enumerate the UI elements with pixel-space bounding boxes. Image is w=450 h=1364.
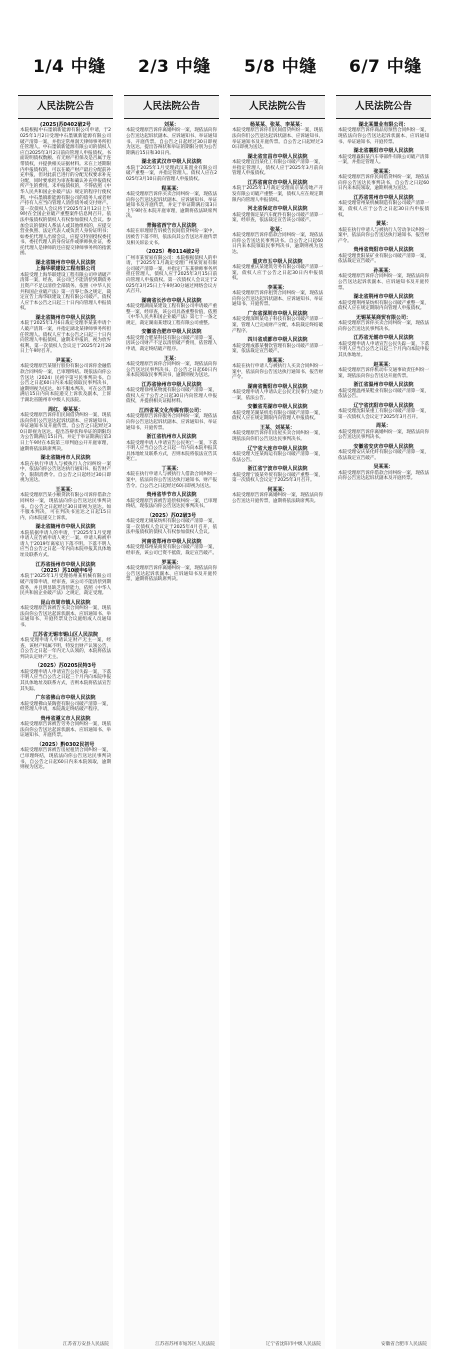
notice-heading: 江苏省徐州市中级人民法院 xyxy=(141,381,202,388)
notice-body: 本院受理原告诉你商品房预售合同纠纷一案，现依法向你公告送达起诉状副本、应诉通知书、举证通知书、开庭传票。 xyxy=(338,128,429,145)
notice-heading: (2025)苏0402破2号 xyxy=(40,122,91,128)
court-notice xyxy=(232,122,323,151)
notice-body: 本院受理重庆某建筑劳务有限公司破产清算一案，债权人应于公告之日起30日内申报债权。 xyxy=(232,264,323,282)
notice-heading: 杨某某、张某、李某某： xyxy=(249,122,305,128)
court-notice xyxy=(232,227,323,256)
court-notice xyxy=(232,404,323,422)
court-notice xyxy=(20,695,111,713)
notice-body: 本院于2025年1月受理武汉某置业有限公司破产重整一案，并指定管理人。债权人应在2025年3月10日前向管理人申报债权。 xyxy=(126,165,217,182)
column-title: 人民法院公告 xyxy=(230,95,325,119)
notice-body: 本院受理深圳某电子科技有限公司破产清算一案，管理人已完成财产分配，本院裁定终结破产程序。 xyxy=(232,317,323,334)
notice-body: 本院受理芜湖某机电有限公司破产清算一案，债权人应在规定期限内向管理人申报债权。 xyxy=(232,410,323,422)
court-notice xyxy=(20,260,111,312)
court-notice xyxy=(126,560,217,583)
notice-body: 本院受理原告诉你民间借贷纠纷一案，现依法向你公告送达民事判决书，自公告之日起60日内来本院领取，逾期则视为送达。 xyxy=(338,175,429,192)
notice-body: 本院受理原告诉你借款合同纠纷一案，现依法向你公告送达民事判决书。自公告之日起60日内来本院领取民事判决书，逾期则视为送达。 xyxy=(232,233,323,255)
column-footer: 辽宁省沈阳市中级人民法院 xyxy=(265,1342,321,1347)
notice-heading: 贵州省遵义市人民法院 xyxy=(40,715,91,722)
notice-body: 本院受理原告诉你机动车交通事故责任纠纷一案，现依法向你公告送达开庭传票。 xyxy=(338,367,429,379)
court-notice xyxy=(232,259,323,282)
newspaper-column-2 xyxy=(124,95,219,1349)
notice-body: 本院受理原告诉你借款合同纠纷一案，现依法向你公告送达起诉状副本及开庭传票。 xyxy=(338,470,429,482)
notice-body: 本院受理原告诉被告房屋租赁合同纠纷一案，已审理终结，现依法向你公告送达民事判决书，自公告之日起60日内来本院领取，逾期则视为送达。 xyxy=(20,748,111,771)
notice-heading: 湖北省荆州市中级人民法院 xyxy=(353,294,414,301)
notice-heading: 青海省西宁市人民法院 xyxy=(146,222,197,229)
notice-heading: 赵某某： xyxy=(373,361,394,368)
court-notice xyxy=(338,294,429,312)
column-header-2-3: 2/3 中缝 xyxy=(138,57,211,77)
court-notice xyxy=(20,632,111,661)
notice-body: 本院受理原告诉你离婚纠纷一案，现依法向你公告送达开庭传票，逾期将依法缺席判决。 xyxy=(232,493,323,504)
notice-body: 本院受理原告诉你合同纠纷一案，现依法向你公告送达民事判决书。自公告之日起60日内来本院领取民事判决书，逾期则视为送达。 xyxy=(126,362,217,379)
notice-heading: 贵州省毕节市人民法院 xyxy=(146,492,197,499)
notice-heading: 何某某： xyxy=(267,486,288,493)
notice-body: 本院受理原告诉你租赁合同纠纷一案，现依法向你公告送达起诉状副本、应诉通知书、举证通知书、开庭传票。 xyxy=(232,291,323,308)
notice-heading: 湖北省随州市中级人民法院 xyxy=(35,524,96,531)
column-title: 人民法院公告 xyxy=(124,95,219,119)
notice-heading: （2025）苏02破3号 xyxy=(146,512,197,519)
notice-heading: 尹某某： xyxy=(55,358,76,364)
notice-body: 本院在执行申请人与被执行人买卖合同纠纷一案中，依法向你公告送达执行通知书、报告财产令。 xyxy=(232,364,323,381)
court-notice xyxy=(232,466,323,484)
notice-body: 本院受理荆州某纺织有限公司破产重整一案，债权人应在规定期限内向管理人申报债权。 xyxy=(338,300,429,312)
notice-heading: 江苏省常州市中级人民法院 xyxy=(353,194,414,201)
notice-heading: 刘某： xyxy=(163,122,179,128)
notice-body: 本院受理徐州某物流有限公司破产清算一案，债权人应于公告之日起30日内向管理人申报债权，并提供相关证据材料。 xyxy=(126,388,217,405)
notice-body: 本院受理保定某汽车配件有限公司破产清算一案，经审查，依法裁定宣告该公司破产。 xyxy=(232,212,323,224)
notice-body: 本院在执行申请人与被执行人合同纠纷一案中，依法向你公告送达执行通知书、报告财产令、限制消费令。自公告之日起经过30日即视为送达。 xyxy=(20,461,111,484)
notice-heading: 上海华联建设工程有限公司 xyxy=(35,266,96,273)
notice-body: 本院受理原告诉你们房屋买卖合同纠纷一案，现依法向你们公告送达民事判决书。 xyxy=(232,431,323,443)
notice-body: 本院受理宁波某外贸有限公司破产重整一案，第一次债权人会议定于2025年3月召开。 xyxy=(232,472,323,484)
court-notice xyxy=(338,362,429,380)
notice-heading: 浙江省温州市中级人民法院 xyxy=(353,382,414,389)
court-notice xyxy=(338,315,429,333)
notice-heading: 周某： xyxy=(375,423,391,430)
court-notice xyxy=(232,487,323,505)
notice-heading: （2025）黔0302民初号 xyxy=(36,741,95,748)
notice-heading: 湖北某置业有限公司： xyxy=(358,122,409,128)
notice-heading: 江苏省无锡市中级人民法院 xyxy=(353,335,414,342)
notice-body: 本院受理原告诉你离婚纠纷一案，现依法向你公告送达起诉状副本、应诉通知书、举证通知书、开庭传票。自公告之日起经过30日即视为送达。提出答辩状和举证的期限分别为公告期满后15日和30日内。 xyxy=(126,128,217,156)
notice-body: 本院受理申请人申请宣告公民死亡一案，下落不明人应当自公告之日起一年内向本院申报其具体地址及联系方式，否则本院将依法宣告其死亡。 xyxy=(126,440,217,463)
court-notice xyxy=(338,247,429,265)
notice-heading: 广东省深圳市中级人民法院 xyxy=(247,310,308,317)
notice-heading: 无锡某某商贸有限公司： xyxy=(355,314,411,321)
notice-body: 本院受理沈阳某重工有限公司破产清算一案，第一次债权人会议定于2025年3月召开。 xyxy=(338,409,429,420)
court-notice xyxy=(338,148,429,166)
notice-body: 本院根据中石墨镇新能源有限公司申请，于2025年1月2日受理中石墨镇新能源有限公司破产清算一案，并指定常州润天律师事务所担任管理人。中石墨镇新能源有限公司的债权人应自2025年3月2日前向管理人申报债权。书面说明债权数额、有无财产担保及是否属于连带债权，并提供相关证据材料。未在上述期限内申报债权的，可以在破产财产最后分配前补充申报，但对此前已进行的分配无权要求补充分配，同时要承担为审查和确认补充申报债权所产生的费用。未申报债权的，不得依照《中华人民共和国企业破产法》规定的程序行使权利。中石墨镇新能源有限公司的债务人或者财产持有人应当向管理人清偿债务或交付财产。第一次债权人会议将于2025年3月12日上午9时在全国企业破产重整案件信息网召开。依法申报债权的债权人有权参加债权人会议。参加会议的债权人系法人或其他组织的，应提交营业执照、法定代表人或负责人身份证明书；如委托代理人出席会议，应提交特别授权委托书、委托代理人的身份证件或律师执业证，委托代理人是律师的还应提交律师事务所的指派函。 xyxy=(20,128,111,257)
court-notice xyxy=(232,311,323,334)
court-notice xyxy=(232,358,323,381)
court-notice xyxy=(232,285,323,308)
column-body xyxy=(230,119,325,504)
notice-heading: 湖南省长沙市中级人民法院 xyxy=(141,297,202,304)
notice-body: 本院受理原告某银行股份有限公司诉你金融借款合同纠纷一案，已审理终结。现依法向你公告送达（2024）民初字第号民事判决书。自公告之日起60日内来本院领取民事判决书，逾期则视为送达。如不服本判决，可在公告期满后15日内向本院递交上诉状及副本，上诉于湖北省随州市中级人民法院。 xyxy=(20,364,111,403)
notice-body: 本院受理常州某机械制造有限公司破产清算一案，债权人应于公告之日起30日内申报债权。 xyxy=(338,201,429,218)
court-notice xyxy=(20,487,111,521)
court-notice xyxy=(126,159,217,182)
notice-heading: 河北省保定市中级人民法院 xyxy=(247,206,308,213)
court-notice xyxy=(338,221,429,244)
notice-heading: 李某某： xyxy=(267,284,288,291)
notice-body: 本院受理原告诉被告买卖合同纠纷一案，现依法向你公告送达起诉状副本、应诉通知书、举证通知书、开庭传票及合议庭组成人员通知书。 xyxy=(20,606,111,629)
court-notice xyxy=(126,186,217,220)
notice-body: 本院受理襄阳某汽车零部件有限公司破产清算一案，并指定管理人。 xyxy=(338,154,429,166)
notice-heading: 张某某： xyxy=(373,168,394,175)
newspaper-column-1 xyxy=(18,95,113,1349)
notice-heading: 四川省成都市中级人民法院 xyxy=(247,337,308,344)
notice-heading: 辽宁省大连市中级人民法院 xyxy=(247,445,308,452)
court-notice xyxy=(20,562,111,597)
notice-body: 本院受理原告诉你们民间借贷纠纷一案，现依法向你们公告送达起诉状副本、应诉通知书、举证通知书及开庭传票。自公告之日起经过30日即视为送达。 xyxy=(232,128,323,151)
notice-heading: 黄某： xyxy=(375,221,391,228)
notice-body: 本院受理原告诉被告追偿权纠纷一案，已审理终结，现依法向你公告送达民事判决书。 xyxy=(126,498,217,510)
notice-body: 本院受理大连某海运有限公司破产清算一案，依法公告。 xyxy=(232,452,323,463)
notice-heading: 江苏省无锡市锡山区人民法院 xyxy=(32,631,98,638)
notice-heading: 贵州省贵阳市中级人民法院 xyxy=(353,247,414,254)
column-footer: 江苏省苏州市姑苏区人民法院 xyxy=(155,1342,215,1347)
court-notice xyxy=(20,122,111,257)
court-notice xyxy=(20,524,111,558)
court-notice xyxy=(338,382,429,400)
notice-body: 本院受理成都某餐饮管理有限公司破产清算一案，依法裁定宣告破产。 xyxy=(232,343,323,355)
notice-body: 本院受理郑州某商贸有限公司破产清算一案，经审查，该公司已资不抵债，裁定宣告破产。 xyxy=(126,545,217,556)
notice-body: 本院受理申请人申请宣告公民失踪一案，下落不明人应当自公告之日起三个月内向本院申报其具体地址。 xyxy=(338,341,429,358)
notice-heading: 浙江省宁波市中级人民法院 xyxy=(247,466,308,473)
notice-body: 本院受理宜昌某化工有限公司破产清算一案，并指定管理人，债权人应于2025年3月前向管理人申报债权。 xyxy=(232,160,323,177)
notice-heading: 安徽省合肥市中级人民法院 xyxy=(141,329,202,336)
court-notice xyxy=(126,249,217,295)
notice-body: 本院受理上海华联建设工程有限公司申请破产清算一案，经查，该公司已不能清偿到期债务且资产不足以清偿全部债务。依照《中华人民共和国企业破产法》第一百零七条之规定，裁定宣告上海华联建设工程有限公司破产。债权人应于本公告之日起三十日内向管理人申报债权。 xyxy=(20,272,111,312)
court-notice xyxy=(20,315,111,355)
notice-body: 本院受理无锡某纺织有限公司破产清算一案，第一次债权人会议定于2025年4月召开，依法申报债权的债权人有权参加债权人会议。 xyxy=(126,519,217,536)
notice-heading: 罗某某： xyxy=(161,559,182,566)
court-notice xyxy=(126,408,217,431)
notice-heading: 吴某某： xyxy=(373,464,394,471)
column-body xyxy=(336,119,431,482)
notice-heading: （2025）苏0205民特3号 xyxy=(34,663,97,670)
notice-heading: 河南省郑州市中级人民法院 xyxy=(141,538,202,545)
column-body xyxy=(18,119,113,771)
notice-body: 本院于2025年1月裁定受理南京某房地产开发有限公司破产重整一案，债权人应在规定期限内向管理人申报债权。 xyxy=(232,186,323,203)
notice-heading: 浙江省杭州市人民法院 xyxy=(146,434,197,441)
court-notice xyxy=(232,446,323,464)
notice-body: 本院受理原告诉被告劳务合同纠纷一案，现依法向你公告送达起诉状副本、应诉通知书、举证通知书、开庭传票。 xyxy=(20,722,111,739)
court-notice xyxy=(232,337,323,355)
notice-heading: 丁某某： xyxy=(161,466,182,472)
notice-heading: 王某： xyxy=(163,355,179,362)
court-notice xyxy=(20,716,111,739)
court-notice xyxy=(126,513,217,536)
notice-body: 本院受理原告诉你合同纠纷一案，现依法向你公告送达起诉状副本、应诉通知书及开庭传票。 xyxy=(338,274,429,291)
court-notice xyxy=(338,444,429,462)
column-title: 人民法院公告 xyxy=(336,95,431,119)
court-notice xyxy=(20,663,111,692)
court-notice xyxy=(20,600,111,629)
court-notice xyxy=(126,122,217,156)
notice-body: 本院受理湖南某建设工程有限公司申请破产重整一案，经审查，该公司具备重整价值，依照《中华人民共和国企业破产法》第七十一条之规定，裁定湖南某建设工程有限公司重整。 xyxy=(126,304,217,326)
notice-heading: 湖北省武汉市中级人民法院 xyxy=(141,159,202,166)
notice-body: 本院在执行申请人与被执行人劳动争议纠纷一案中，依法向你公告送达执行通知书、报告财产令。 xyxy=(338,227,429,244)
notice-body: 本院受理原告诉你买卖合同纠纷一案，现依法向你公告送达民事判决书。 xyxy=(338,321,429,332)
court-notice xyxy=(338,268,429,291)
notice-heading: （2025）粤0114破2号 xyxy=(143,249,200,256)
notice-body: 本院于2025年1月6日裁定受理李某某申请个人破产清算一案，并指定湖北某律师事务所担任管理人。债权人应于本公告之日起三十日内向管理人申报债权，逾期未申报的，视为放弃权利。第一次债权人会议定于2025年2月28日上午9时召开。 xyxy=(20,321,111,355)
notice-body: 本院受理申请人申请宣告公民失踪一案，下落不明人应当自公告之日起三个月内向本院申报其具体地址及联系方式，否则本院将依法宣告其失踪。 xyxy=(20,669,111,692)
notice-heading: 辽宁省沈阳市中级人民法院 xyxy=(353,402,414,409)
notice-body: 本院依据申请人的申请，于2025年1月受理申请人宣告被申请人死亡一案。申请人称被申请人于2019年离家后下落不明。下落不明人应当自公告之日起一年内向本院申报其具体地址及联系方式。 xyxy=(20,530,111,559)
notice-heading: 安徽省安庆市中级人民法院 xyxy=(353,443,414,450)
notice-heading: 周红、秦某某： xyxy=(47,406,83,413)
column-header-5-8: 5/8 中缝 xyxy=(244,57,317,77)
notice-body: 广州市某贸易有限公司：本院根据债权人的申请，于2025年1月裁定受理广州某贸易有限公司破产清算一案，并指定广东某律师事务所担任管理人。债权人应于2025年3月15日前向管理人申报债权。第一次债权人会议定于2025年3月25日上午9时30分通过网络会议方式召开。 xyxy=(126,255,217,295)
court-notice xyxy=(20,742,111,771)
notice-heading: 湖北省襄阳市中级人民法院 xyxy=(353,148,414,155)
court-notice xyxy=(232,206,323,224)
notice-body: 本院受理原告诉你买卖合同纠纷一案，现依法向你公告送达起诉状副本、应诉通知书、举证通知书及开庭传票，并定于举证期满后第3日上午9时在本院开庭审理，逾期将依法缺席判决。 xyxy=(126,191,217,220)
court-notice xyxy=(126,298,217,327)
court-notice xyxy=(20,455,111,484)
newspaper-column-3 xyxy=(230,95,325,1349)
court-notice xyxy=(232,154,323,177)
court-notice xyxy=(126,329,217,352)
court-notice xyxy=(338,423,429,441)
notice-heading: 湖北省随州市中级人民法院 xyxy=(35,315,96,322)
notice-heading: 王某某： xyxy=(55,486,76,493)
notice-heading: 江西省某文化传媒有限公司： xyxy=(138,408,204,415)
section-header-row xyxy=(0,52,450,82)
column-body xyxy=(124,119,219,583)
notice-body: 本院受理申请人申请认定财产无主一案，经查，该财产权属不明，特发出财产认领公告，自公告之日起一年内无人认领的，本院将依法判决认定财产无主。 xyxy=(20,638,111,660)
notice-body: 本院受理原告某小额贷款有限公司诉你借款合同纠纷一案，现依法向你公告送达民事判决书。自公告之日起经过30日即视为送达。如不服本判决，可在判决书送达之日起15日内，向本院递交上诉状。 xyxy=(20,493,111,521)
notice-heading: 江苏省扬州市中级人民法院 xyxy=(35,561,96,568)
notice-body: 本院受理申请人申请认定公民无民事行为能力一案，依法公告。 xyxy=(232,390,323,401)
court-notice xyxy=(232,384,323,402)
notice-body: 本院在审理原告诉被告民间借贷纠纷一案中，因被告下落不明，依法向其公告送达开庭传票及相关诉讼文书。 xyxy=(126,229,217,246)
court-notice xyxy=(232,425,323,443)
notice-heading: 王某、刘某某： xyxy=(259,425,295,432)
notice-heading: 广东省佛山市中级人民法院 xyxy=(35,695,96,702)
notice-heading: 重庆市五中级人民法院 xyxy=(252,258,303,265)
court-notice xyxy=(126,223,217,246)
notice-heading: 安徽省芜湖市中级人民法院 xyxy=(247,404,308,411)
notice-heading: 湖北省随州市中级人民法院 xyxy=(35,260,96,267)
column-footer: 江苏省万安县人民法院 xyxy=(63,1342,109,1347)
court-notice xyxy=(338,403,429,421)
court-notice xyxy=(338,169,429,192)
notice-body: 本院受理原告诉你服务合同纠纷一案，现依法向你公告送达起诉状副本、应诉通知书、举证通知书、开庭传票。 xyxy=(126,414,217,431)
newspaper-column-4 xyxy=(336,95,431,1349)
notice-body: 本院于2025年1月受理扬州某机械有限公司破产清算申请，经审查，该公司不能清偿到期债务，并且明显缺乏清偿能力，依照《中华人民共和国企业破产法》之规定，裁定受理。 xyxy=(20,574,111,597)
court-notice xyxy=(232,180,323,203)
notice-body: 本院受理原告诉你离婚纠纷一案，现依法向你公告送达起诉状副本、应诉通知书及开庭传票，逾期将依法缺席判决。 xyxy=(126,565,217,583)
notice-heading: 湖南省衡阳市中级人民法院 xyxy=(247,383,308,390)
notice-body: 本院受理合肥某科技有限公司破产清算一案，因该公司财产不足以清偿破产费用，依管理人申请，裁定终结破产程序。 xyxy=(126,335,217,353)
court-notice xyxy=(20,407,111,453)
court-notice xyxy=(338,195,429,218)
court-notice xyxy=(126,539,217,557)
notice-heading: 昆山市周市镇人民法院 xyxy=(40,599,91,606)
notice-body: 本院受理佛山某陶瓷有限公司破产清算一案，经管理人申请，本院裁定终结破产程序。 xyxy=(20,701,111,713)
column-header-1-4: 1/4 中缝 xyxy=(33,57,106,77)
column-header-6-7: 6/7 中缝 xyxy=(349,57,422,77)
notice-heading: 陈某某： xyxy=(267,357,288,364)
court-notice xyxy=(126,356,217,379)
notice-heading: 孙某某： xyxy=(373,267,394,274)
notice-body: 本院受理安庆某化纤有限公司破产清算一案，依法裁定宣告破产。 xyxy=(338,450,429,461)
court-notice xyxy=(126,434,217,463)
notice-heading: 江苏省南京市中级人民法院 xyxy=(247,179,308,186)
notice-body: 本院受理原告诉你离婚纠纷一案，现依法向你公告送达民事判决书。 xyxy=(338,429,429,441)
notice-heading: 程某某： xyxy=(161,185,182,192)
notice-heading: 湖北省宜昌市中级人民法院 xyxy=(247,153,308,160)
court-notice xyxy=(338,335,429,358)
notice-heading: 张某： xyxy=(269,226,285,233)
court-notice xyxy=(126,382,217,405)
notice-body: 本院受理贵阳某矿业有限公司破产清算一案，依法裁定宣告破产。 xyxy=(338,253,429,265)
court-notice xyxy=(126,466,217,489)
court-notice xyxy=(20,358,111,404)
court-notice xyxy=(338,464,429,482)
notice-body: 本院在执行申请人与被执行人借款合同纠纷一案中，依法向你公告送达执行通知书、财产报告令。自公告之日起经过60日即视为送达。 xyxy=(126,472,217,489)
column-title: 人民法院公告 xyxy=(18,95,113,119)
notice-body: 本院受理原告诉你们民间借贷纠纷一案，现依法向你们公告送达起诉状副本、应诉通知书、举证通知书及开庭传票。自公告之日起经过30日即视为送达。提出答辩状和举证的期限均为公告期满后15日内。并定于举证期满后第3日上午9时在本院第三审判庭公开开庭审理，逾期将依法缺席判决。 xyxy=(20,412,111,452)
column-footer: 安徽省合肥市人民法院 xyxy=(381,1342,427,1347)
court-notice xyxy=(338,122,429,145)
notice-heading: （2025）苏10破申6号 xyxy=(38,568,93,575)
notice-body: 本院受理温州某鞋业有限公司破产清算一案，依法公告。 xyxy=(338,388,429,400)
court-notice xyxy=(126,492,217,510)
notice-heading: 湖北省随州市人民法院 xyxy=(40,455,91,462)
